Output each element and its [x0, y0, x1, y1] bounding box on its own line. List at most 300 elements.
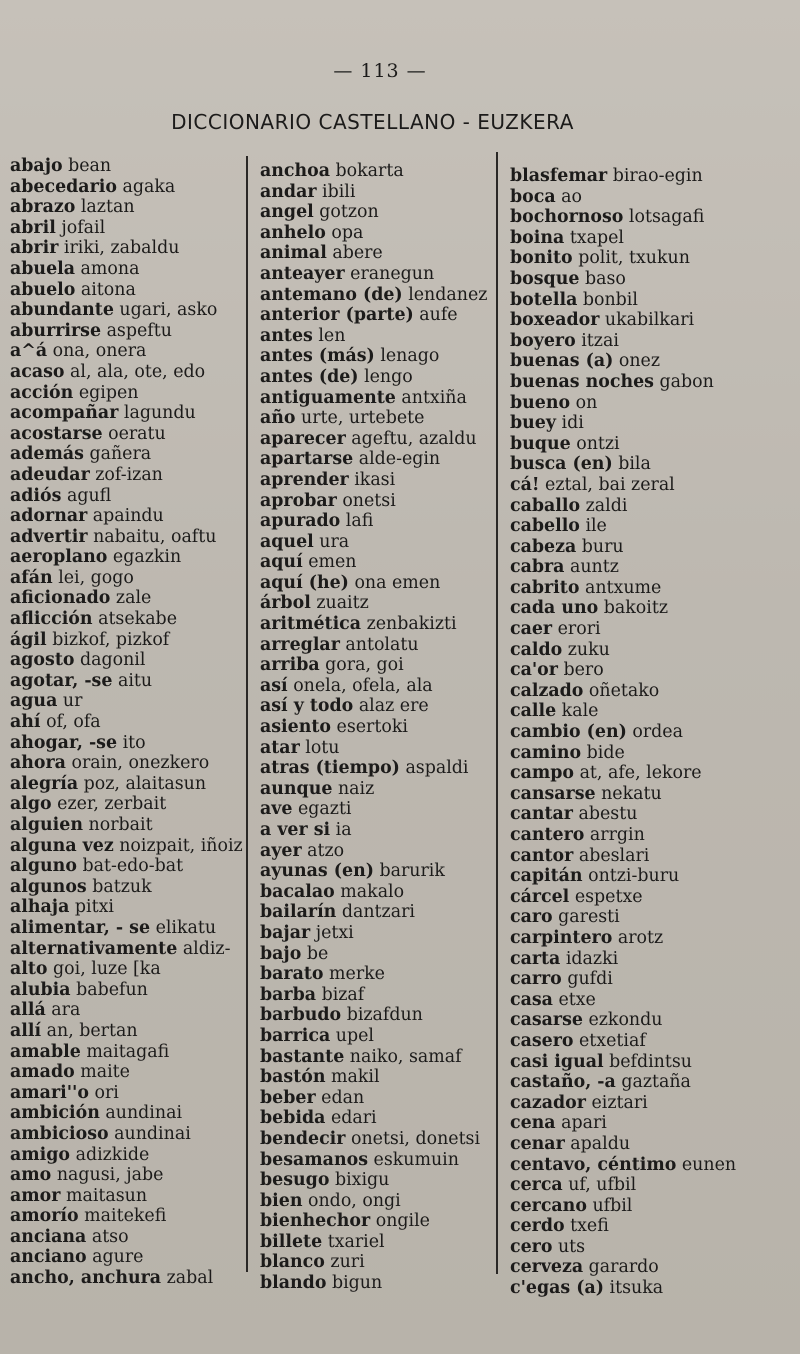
dictionary-entry — [260, 346, 492, 367]
entry-translation: adizkide — [75, 1144, 150, 1165]
entry-translation: lotu — [305, 737, 340, 758]
page-number: — 113 — — [333, 60, 427, 82]
dictionary-entry — [260, 820, 492, 841]
dictionary-entry — [510, 660, 795, 681]
entry-translation: apaldu — [570, 1133, 631, 1154]
dictionary-entry — [10, 918, 244, 939]
dictionary-entry — [10, 1042, 244, 1063]
dictionary-entry — [260, 388, 492, 409]
entry-headword: alimentar, - se — [10, 917, 151, 938]
entry-translation: onetsi — [342, 490, 396, 511]
entry-translation: zof-izan — [95, 464, 163, 485]
entry-headword: antes — [260, 325, 313, 346]
dictionary-entry — [260, 243, 492, 264]
entry-translation: eskumuin — [373, 1149, 459, 1170]
dictionary-entry — [260, 1088, 492, 1109]
entry-translation: zale — [115, 588, 152, 609]
entry-headword: ambicioso — [10, 1123, 109, 1144]
entry-translation: bizkof, pizkof — [52, 629, 170, 650]
dictionary-entry — [10, 1000, 244, 1021]
dictionary-entry — [10, 527, 244, 548]
dictionary-entry — [260, 944, 492, 965]
entry-headword: casa — [510, 989, 553, 1010]
entry-translation: ezer, zerbait — [57, 794, 167, 815]
entry-translation: atzo — [307, 840, 345, 861]
dictionary-entry — [510, 516, 795, 537]
entry-headword: blanco — [260, 1252, 325, 1273]
entry-headword: aeroplano — [10, 547, 108, 568]
entry-translation: opa — [331, 222, 364, 243]
entry-translation: bila — [618, 454, 651, 475]
entry-translation: bixigu — [334, 1170, 390, 1191]
entry-translation: naiko, samaf — [349, 1046, 462, 1067]
dictionary-entry — [510, 351, 795, 372]
entry-headword: cercano — [510, 1195, 587, 1216]
entry-headword: acostarse — [10, 423, 103, 444]
entry-translation: abere — [332, 243, 383, 264]
dictionary-entry — [510, 228, 795, 249]
dictionary-entry — [510, 763, 795, 784]
dictionary-entry — [260, 1150, 492, 1171]
entry-headword: besamanos — [260, 1149, 368, 1170]
entry-translation: uts — [557, 1236, 586, 1257]
dictionary-entry — [510, 1155, 795, 1176]
entry-headword: ahogar, -se — [10, 732, 118, 753]
dictionary-entry — [260, 264, 492, 285]
entry-headword: buenas (a) — [510, 351, 614, 372]
entry-headword: ave — [260, 799, 293, 820]
dictionary-entry — [260, 696, 492, 717]
entry-headword: caer — [510, 619, 553, 640]
entry-translation: aitu — [117, 670, 153, 691]
entry-translation: aspaldi — [405, 758, 469, 779]
dictionary-entry — [510, 1134, 795, 1155]
dictionary-entry — [10, 321, 244, 342]
dictionary-entry — [260, 676, 492, 697]
entry-headword: anteayer — [260, 263, 345, 284]
dictionary-entry — [10, 197, 244, 218]
dictionary-entry — [260, 1252, 492, 1273]
entry-headword: abrazo — [10, 197, 76, 218]
dictionary-entry — [10, 424, 244, 445]
entry-headword: casero — [510, 1030, 574, 1051]
entry-headword: cada uno — [510, 598, 599, 619]
entry-translation: edan — [321, 1087, 365, 1108]
dictionary-entry — [260, 902, 492, 923]
entry-translation: dantzari — [341, 902, 415, 923]
dictionary-entry — [510, 578, 795, 599]
entry-translation: ongile — [375, 1211, 430, 1232]
entry-translation: erori — [557, 619, 601, 640]
entry-translation: jofail — [61, 217, 106, 238]
entry-translation: arrgin — [589, 825, 645, 845]
dictionary-entry — [510, 743, 795, 764]
entry-headword: bien — [260, 1190, 303, 1211]
entry-translation: gañera — [89, 444, 152, 465]
entry-translation: abeslari — [578, 845, 650, 866]
dictionary-entry — [510, 269, 795, 290]
entry-translation: bat-edo-bat — [82, 856, 184, 877]
dictionary-entry — [10, 259, 244, 280]
entry-translation: ibili — [322, 181, 356, 202]
entry-translation: ao — [561, 186, 582, 207]
entry-headword: allí — [10, 1020, 42, 1041]
entry-headword: capitán — [510, 866, 583, 887]
dictionary-entry — [260, 1047, 492, 1068]
entry-translation: makil — [331, 1067, 380, 1088]
entry-headword: cabello — [510, 516, 580, 537]
entry-translation: ontzi — [576, 433, 620, 454]
entry-headword: bienhechor — [260, 1211, 371, 1232]
entry-translation: emen — [308, 552, 357, 573]
entry-translation: aundinai — [114, 1123, 191, 1144]
entry-headword: casi igual — [510, 1051, 604, 1072]
entry-translation: ur — [62, 691, 83, 712]
entry-headword: cá! — [510, 474, 540, 495]
dictionary-entry — [10, 486, 244, 507]
entry-headword: cabrito — [510, 577, 580, 598]
dictionary-entry — [10, 300, 244, 321]
entry-headword: anhelo — [260, 222, 326, 243]
entry-headword: alguno — [10, 856, 77, 877]
dictionary-entry — [260, 1273, 492, 1294]
entry-headword: caro — [510, 907, 553, 928]
dictionary-entry — [510, 537, 795, 558]
entry-translation: elikatu — [155, 917, 217, 938]
entry-headword: además — [10, 444, 84, 465]
entry-translation: eranegun — [350, 263, 435, 284]
entry-translation: merke — [329, 964, 385, 985]
dictionary-entry — [260, 964, 492, 985]
dictionary-entry — [10, 877, 244, 898]
entry-translation: gufdi — [567, 969, 613, 990]
entry-translation: noizpait, iñoiz — [119, 835, 243, 856]
dictionary-entry — [260, 573, 492, 594]
entry-translation: zuaitz — [316, 593, 369, 614]
entry-translation: txefi — [570, 1216, 609, 1237]
entry-translation: barurik — [379, 861, 445, 882]
entry-translation: idi — [561, 413, 584, 434]
entry-headword: asiento — [260, 717, 332, 738]
dictionary-entry — [10, 630, 244, 651]
entry-headword: boca — [510, 186, 556, 207]
entry-translation: at, afe, lekore — [579, 763, 702, 784]
entry-translation: buru — [581, 536, 624, 557]
entry-headword: adeudar — [10, 464, 90, 485]
dictionary-entry — [10, 1227, 244, 1248]
dictionary-entry — [10, 383, 244, 404]
entry-translation: lei, gogo — [58, 567, 134, 588]
entry-headword: abecedario — [10, 176, 117, 197]
entry-headword: castaño, -a — [510, 1072, 616, 1093]
entry-headword: a^á — [10, 341, 48, 362]
entry-translation: oñetako — [588, 680, 660, 701]
dictionary-entry — [510, 1175, 795, 1196]
entry-headword: alguien — [10, 815, 83, 835]
dictionary-entry — [260, 861, 492, 882]
entry-translation: apaindu — [92, 506, 164, 527]
dictionary-entry — [510, 413, 795, 434]
dictionary-entry — [10, 1165, 244, 1186]
entry-translation: zuri — [330, 1252, 365, 1273]
entry-headword: cerveza — [510, 1257, 584, 1278]
dictionary-entry — [510, 1113, 795, 1134]
dictionary-entry — [260, 1067, 492, 1088]
dictionary-entry — [510, 1031, 795, 1052]
dictionary-entry — [510, 434, 795, 455]
dictionary-entry — [510, 187, 795, 208]
entry-headword: buenas noches — [510, 371, 654, 392]
entry-headword: abrir — [10, 238, 59, 259]
entry-translation: maite — [80, 1062, 130, 1083]
dictionary-entry — [10, 1103, 244, 1124]
entry-translation: ufbil — [592, 1195, 633, 1216]
entry-headword: agua — [10, 691, 58, 712]
entry-headword: anciana — [10, 1226, 87, 1247]
entry-headword: amari''o — [10, 1082, 89, 1103]
entry-headword: adiós — [10, 485, 62, 506]
entry-translation: alde-egin — [358, 449, 441, 470]
entry-translation: nekatu — [601, 783, 662, 804]
column-divider-2 — [496, 152, 498, 1274]
entry-translation: abestu — [578, 804, 638, 825]
dictionary-entry — [10, 506, 244, 527]
entry-headword: cena — [510, 1113, 556, 1134]
entry-translation: atsekabe — [98, 609, 177, 630]
entry-headword: ambición — [10, 1103, 100, 1124]
entry-headword: algunos — [10, 876, 87, 897]
dictionary-entry — [10, 568, 244, 589]
entry-headword: besugo — [260, 1170, 330, 1191]
entry-headword: busca (en) — [510, 454, 613, 475]
entry-headword: cantor — [510, 845, 574, 866]
dictionary-entry — [10, 856, 244, 877]
dictionary-entry — [510, 846, 795, 867]
entry-translation: egazkin — [112, 547, 182, 568]
entry-headword: barrica — [260, 1025, 331, 1046]
entry-translation: maitekefi — [84, 1206, 167, 1227]
dictionary-entry — [510, 1072, 795, 1093]
entry-translation: aundinai — [105, 1103, 182, 1124]
entry-translation: eztal, bai zeral — [545, 474, 675, 495]
entry-translation: al, ala, ote, edo — [70, 361, 206, 382]
dictionary-entry — [260, 532, 492, 553]
entry-headword: camino — [510, 742, 582, 763]
entry-translation: orain, onezkero — [71, 753, 210, 774]
entry-headword: aritmética — [260, 614, 362, 635]
dictionary-entry — [10, 1247, 244, 1268]
entry-translation: onela, ofela, ala — [293, 675, 433, 696]
entry-headword: ca'or — [510, 660, 558, 681]
entry-translation: lagundu — [123, 403, 196, 424]
dictionary-entry — [10, 341, 244, 362]
dictionary-entry — [10, 897, 244, 918]
entry-headword: billete — [260, 1231, 323, 1252]
entry-headword: afán — [10, 567, 53, 588]
dictionary-entry — [10, 218, 244, 239]
dictionary-entry — [510, 1216, 795, 1237]
entry-headword: barba — [260, 984, 317, 1005]
entry-headword: así y todo — [260, 696, 354, 717]
dictionary-entry — [510, 928, 795, 949]
entry-translation: aufe — [419, 305, 458, 326]
entry-headword: así — [260, 675, 288, 696]
entry-translation: an, bertan — [46, 1020, 138, 1041]
dictionary-entry — [10, 362, 244, 383]
entry-translation: zenbakizti — [366, 614, 457, 635]
entry-headword: campo — [510, 763, 575, 784]
entry-headword: ahí — [10, 712, 41, 733]
dictionary-entry — [510, 1237, 795, 1258]
entry-headword: ágil — [10, 629, 47, 650]
entry-headword: alhaja — [10, 897, 70, 918]
entry-translation: espetxe — [574, 886, 643, 907]
entry-translation: ukabilkari — [604, 310, 695, 331]
entry-translation: birao-egin — [612, 166, 703, 186]
dictionary-entry — [260, 1211, 492, 1232]
dictionary-column-1 — [10, 156, 244, 1289]
entry-headword: c'egas (a) — [510, 1278, 604, 1299]
dictionary-entry — [510, 393, 795, 414]
entry-translation: garardo — [588, 1257, 659, 1278]
entry-translation: naiz — [337, 778, 375, 799]
entry-headword: abril — [10, 217, 56, 238]
entry-headword: a ver si — [260, 820, 331, 840]
entry-headword: calzado — [510, 680, 584, 701]
entry-headword: amo — [10, 1165, 52, 1186]
entry-translation: oeratu — [108, 423, 166, 444]
dictionary-entry — [10, 403, 244, 424]
entry-headword: blasfemar — [510, 166, 608, 186]
entry-translation: agure — [92, 1247, 144, 1268]
dictionary-entry — [510, 557, 795, 578]
entry-headword: cenar — [510, 1133, 565, 1154]
entry-headword: advertir — [10, 526, 88, 547]
dictionary-entry — [10, 774, 244, 795]
dictionary-entry — [260, 552, 492, 573]
dictionary-entry — [10, 1145, 244, 1166]
entry-translation: ura — [319, 531, 350, 552]
entry-headword: aquel — [260, 531, 314, 552]
dictionary-entry — [260, 1108, 492, 1129]
entry-translation: arotz — [617, 927, 664, 948]
entry-headword: amable — [10, 1041, 81, 1062]
entry-headword: aficionado — [10, 588, 111, 609]
entry-headword: caldo — [510, 639, 563, 660]
entry-headword: acompañar — [10, 403, 119, 424]
entry-translation: itsuka — [609, 1278, 664, 1299]
entry-translation: egipen — [78, 382, 139, 403]
entry-headword: boina — [510, 227, 565, 248]
entry-translation: amona — [80, 258, 140, 279]
dictionary-entry — [510, 496, 795, 517]
dictionary-entry — [10, 815, 244, 836]
entry-headword: cerdo — [510, 1216, 565, 1237]
entry-translation: ugari, asko — [119, 300, 218, 321]
entry-headword: agotar, -se — [10, 670, 113, 691]
dictionary-entry — [10, 1186, 244, 1207]
entry-translation: apari — [561, 1113, 607, 1134]
dictionary-entry — [260, 305, 492, 326]
dictionary-entry — [260, 367, 492, 388]
entry-headword: abajo — [10, 156, 63, 176]
entry-headword: abundante — [10, 300, 114, 321]
dictionary-entry — [260, 1129, 492, 1150]
dictionary-entry — [510, 640, 795, 661]
entry-headword: calle — [510, 701, 557, 722]
entry-translation: pitxi — [74, 897, 114, 918]
entry-translation: ile — [585, 516, 607, 537]
dictionary-entry — [510, 372, 795, 393]
entry-translation: bizaf — [321, 984, 365, 1005]
entry-headword: animal — [260, 243, 327, 264]
dictionary-entry — [510, 804, 795, 825]
entry-headword: carta — [510, 948, 561, 969]
entry-headword: bonito — [510, 248, 573, 269]
entry-headword: centavo, céntimo — [510, 1154, 677, 1175]
dictionary-entry — [510, 1278, 795, 1299]
entry-headword: aquí — [260, 552, 303, 573]
entry-headword: cerca — [510, 1175, 563, 1196]
entry-headword: bajo — [260, 943, 302, 964]
entry-headword: arriba — [260, 655, 320, 676]
dictionary-entry — [260, 635, 492, 656]
dictionary-entry — [10, 1268, 244, 1289]
dictionary-entry — [10, 959, 244, 980]
entry-translation: lengo — [364, 366, 413, 387]
entry-translation: antolatu — [345, 634, 419, 655]
dictionary-entry — [10, 691, 244, 712]
entry-headword: antes (más) — [260, 346, 375, 367]
entry-translation: iriki, zabaldu — [63, 238, 180, 259]
dictionary-entry — [260, 1026, 492, 1047]
entry-headword: bosque — [510, 268, 580, 289]
dictionary-entry — [510, 969, 795, 990]
entry-headword: beber — [260, 1087, 316, 1108]
entry-headword: cambio (en) — [510, 722, 627, 743]
entry-translation: ito — [122, 732, 146, 753]
entry-headword: aprobar — [260, 490, 337, 511]
entry-headword: cantero — [510, 825, 585, 845]
dictionary-entry — [260, 923, 492, 944]
entry-translation: gaztaña — [621, 1072, 691, 1093]
dictionary-entry — [10, 280, 244, 301]
entry-headword: carro — [510, 969, 562, 990]
entry-headword: ayer — [260, 840, 302, 861]
dictionary-entry — [260, 511, 492, 532]
entry-headword: cero — [510, 1236, 553, 1257]
dictionary-entry — [510, 1052, 795, 1073]
entry-headword: algo — [10, 794, 52, 815]
dictionary-entry — [260, 841, 492, 862]
entry-translation: gora, goi — [325, 655, 404, 676]
entry-translation: zuku — [567, 639, 610, 660]
dictionary-column-2 — [260, 161, 492, 1294]
entry-headword: cantar — [510, 804, 573, 825]
entry-translation: ona emen — [354, 572, 441, 593]
entry-headword: agosto — [10, 650, 75, 671]
dictionary-entry — [10, 609, 244, 630]
dictionary-entry — [510, 681, 795, 702]
entry-headword: apurado — [260, 511, 341, 532]
entry-headword: anchoa — [260, 161, 331, 181]
entry-headword: apartarse — [260, 449, 354, 470]
dictionary-entry — [260, 161, 492, 182]
dictionary-entry — [510, 207, 795, 228]
entry-headword: bastante — [260, 1046, 345, 1067]
dictionary-entry — [510, 887, 795, 908]
column-divider-1 — [246, 156, 248, 1272]
